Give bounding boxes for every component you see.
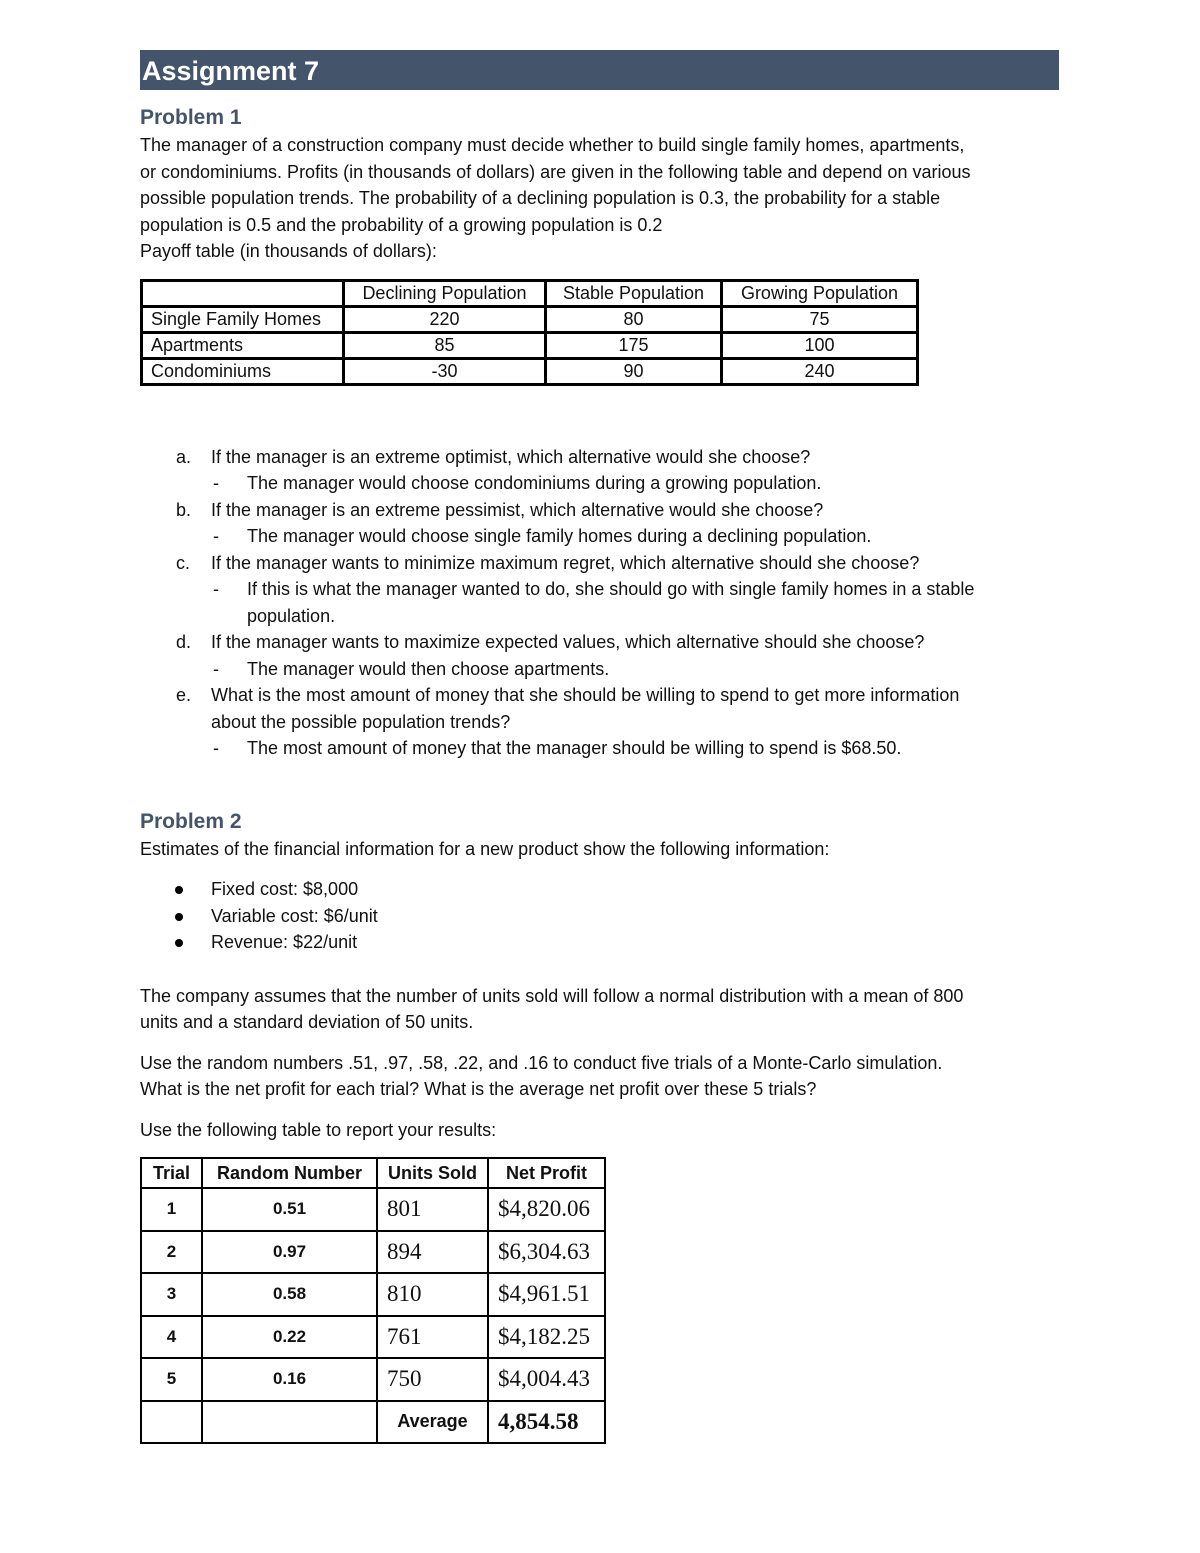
answer-text: The manager would then choose apartments. (247, 658, 610, 679)
bullet-dot-icon (175, 913, 183, 921)
bullet-item (140, 876, 1059, 903)
net-profit-cell: $4,004.43 (488, 1358, 605, 1401)
units-sold-cell: 894 (377, 1231, 488, 1274)
payoff-cell: 220 (344, 306, 546, 332)
question-item (140, 682, 1059, 735)
net-profit-cell: $4,961.51 (488, 1273, 605, 1316)
table-row (141, 1358, 605, 1401)
empty-cell (141, 1401, 202, 1444)
question-text: If the manager wants to maximize expected values, which alternative should she choose? (211, 632, 925, 652)
simulation-paragraph (140, 1050, 1059, 1103)
payoff-header-cell: Declining Population (344, 280, 546, 306)
answer-text: The manager would choose single family homes during a declining population. (247, 526, 872, 546)
payoff-header-cell: Stable Population (546, 280, 722, 306)
bullet-text: Fixed cost: $8,000 (211, 879, 359, 899)
payoff-cell: 80 (546, 306, 722, 332)
problem1-line: population is 0.5 and the probability of a growing population is 0.2 (140, 214, 663, 235)
payoff-table (140, 279, 919, 386)
trial-cell: 2 (141, 1231, 202, 1274)
results-header-cell: Units Sold (377, 1158, 488, 1188)
results-table (140, 1157, 606, 1444)
answer-dash: - (213, 658, 219, 679)
answer-text: The manager would choose condominiums during a growing population. (247, 473, 822, 493)
units-sold-cell: 761 (377, 1316, 488, 1359)
units-sold-cell: 810 (377, 1273, 488, 1316)
payoff-cell: 90 (546, 358, 722, 384)
bullet-text: Variable cost: $6/unit (211, 905, 378, 926)
answer-dash: - (213, 526, 219, 546)
net-profit-cell: $6,304.63 (488, 1231, 605, 1274)
document-page (140, 50, 1059, 1444)
distribution-paragraph (140, 983, 1059, 1036)
bullet-dot-icon (175, 939, 183, 947)
payoff-cell: 240 (722, 358, 918, 384)
results-header-row (141, 1158, 605, 1188)
answer-text: The most amount of money that the manager should be willing to spend is $68.50. (247, 738, 902, 758)
random-number-cell: 0.22 (202, 1316, 377, 1359)
question-item (140, 550, 1059, 577)
question-text: about the possible population trends? (211, 711, 511, 732)
net-profit-cell: $4,182.25 (488, 1316, 605, 1359)
payoff-cell: 85 (344, 332, 546, 358)
question-item (140, 444, 1059, 471)
units-sold-cell: 801 (377, 1188, 488, 1231)
question-text: What is the most amount of money that she should be willing to spend to get more information (211, 685, 960, 705)
cost-bullet-list (140, 876, 1059, 956)
trial-cell: 5 (141, 1358, 202, 1401)
question-letter: d. (176, 632, 192, 652)
units-sold-cell: 750 (377, 1358, 488, 1401)
distribution-line: units and a standard deviation of 50 units. (140, 1012, 474, 1032)
answer-text: population. (247, 605, 336, 626)
payoff-header-row (142, 280, 918, 306)
question-list (140, 444, 1059, 762)
question-item (140, 629, 1059, 656)
trial-cell: 4 (141, 1316, 202, 1359)
bullet-item (140, 903, 1059, 930)
distribution-line: The company assumes that the number of units sold will follow a normal distribution with a mean of 800 (140, 985, 964, 1006)
page-title: Assignment 7 (140, 50, 1059, 90)
payoff-row (142, 358, 918, 384)
payoff-row (142, 306, 918, 332)
question-item (140, 497, 1059, 524)
average-label: Average (377, 1401, 488, 1444)
question-text: If the manager is an extreme optimist, which alternative would she choose? (211, 446, 811, 467)
problem1-line: The manager of a construction company must decide whether to build single family homes, apartments, (140, 135, 965, 155)
results-header-cell: Trial (141, 1158, 202, 1188)
random-number-cell: 0.58 (202, 1273, 377, 1316)
payoff-header-cell: Growing Population (722, 280, 918, 306)
average-row (141, 1401, 605, 1444)
results-header-cell: Net Profit (488, 1158, 605, 1188)
bullet-text: Revenue: $22/unit (211, 932, 358, 952)
problem2-heading: Problem 2 (140, 809, 242, 833)
answer-item (140, 656, 1059, 683)
empty-cell (202, 1401, 377, 1444)
question-text: If the manager wants to minimize maximum regret, which alternative should she choose? (211, 552, 920, 573)
table-instruction: Use the following table to report your results: (140, 1119, 497, 1140)
results-header-cell: Random Number (202, 1158, 377, 1188)
average-value: 4,854.58 (488, 1401, 605, 1444)
problem1-paragraph (140, 132, 1059, 238)
payoff-cell: 75 (722, 306, 918, 332)
answer-dash: - (213, 473, 219, 493)
net-profit-cell: $4,820.06 (488, 1188, 605, 1231)
trial-cell: 3 (141, 1273, 202, 1316)
question-letter: c. (176, 552, 191, 573)
payoff-cell: 175 (546, 332, 722, 358)
random-number-cell: 0.16 (202, 1358, 377, 1401)
payoff-header-cell (142, 280, 344, 306)
question-text: If the manager is an extreme pessimist, which alternative would she choose? (211, 499, 824, 520)
answer-dash: - (213, 738, 219, 758)
table-row (141, 1231, 605, 1274)
random-number-cell: 0.97 (202, 1231, 377, 1274)
answer-item (140, 470, 1059, 497)
problem1-line: or condominiums. Profits (in thousands of dollars) are given in the following table and depend on various (140, 161, 971, 182)
problem1-line: possible population trends. The probability of a declining population is 0.3, the probability for a stable (140, 188, 941, 208)
answer-item (140, 576, 1059, 629)
problem1-heading: Problem 1 (140, 106, 242, 129)
problem2-intro: Estimates of the financial information for a new product show the following information: (140, 838, 830, 859)
table-row (141, 1273, 605, 1316)
answer-dash: - (213, 579, 219, 599)
payoff-row (142, 332, 918, 358)
payoff-row-label: Single Family Homes (142, 306, 344, 332)
table-row (141, 1316, 605, 1359)
question-letter: a. (176, 446, 192, 467)
payoff-cell: 100 (722, 332, 918, 358)
answer-item (140, 523, 1059, 550)
payoff-row-label: Apartments (142, 332, 344, 358)
bullet-item (140, 929, 1059, 956)
question-letter: e. (176, 685, 192, 705)
bullet-dot-icon (175, 886, 183, 894)
table-row (141, 1188, 605, 1231)
simulation-line: What is the net profit for each trial? What is the average net profit over these 5 trials? (140, 1079, 817, 1099)
payoff-table-label: Payoff table (in thousands of dollars): (140, 241, 437, 261)
answer-text: If this is what the manager wanted to do, she should go with single family homes in a stable (247, 579, 975, 599)
simulation-line: Use the random numbers .51, .97, .58, .22, and .16 to conduct five trials of a Monte-Carlo simulation. (140, 1052, 943, 1073)
answer-item (140, 735, 1059, 762)
question-letter: b. (176, 499, 192, 520)
payoff-row-label: Condominiums (142, 358, 344, 384)
trial-cell: 1 (141, 1188, 202, 1231)
payoff-cell: -30 (344, 358, 546, 384)
random-number-cell: 0.51 (202, 1188, 377, 1231)
